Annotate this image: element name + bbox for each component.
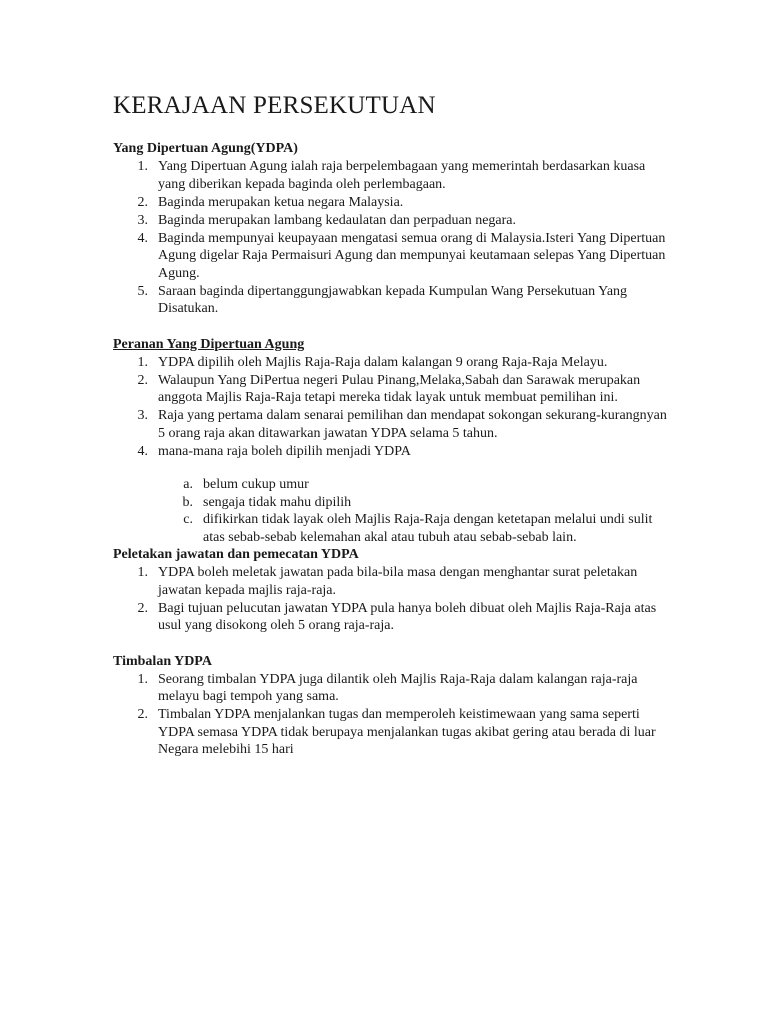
list-item (113, 354, 673, 372)
list-item (113, 158, 673, 193)
numbered-list (113, 354, 673, 461)
item-number: 1. (137, 671, 148, 687)
section-heading: Yang Dipertuan Agung(YDPA) (113, 141, 298, 156)
item-text: Baginda merupakan ketua negara Malaysia. (158, 194, 404, 210)
item-number: 4. (137, 443, 148, 459)
item-text: belum cukup umur (203, 477, 309, 492)
item-number: 4. (137, 230, 148, 246)
item-number: 2. (137, 372, 148, 388)
section-timbalan (113, 653, 673, 759)
list-item (113, 476, 673, 494)
item-number: 5. (137, 283, 148, 299)
item-number: 2. (137, 600, 148, 616)
item-text: Raja yang pertama dalam senarai pemilihan dan mendapat sokongan sekurang-kurangnyan 5 orang raja akan ditawarkan jawatan YDPA selama 5 tahun. (158, 408, 667, 441)
item-text: difikirkan tidak layak oleh Majlis Raja-Raja dengan ketetapan melalui undi sulit atas sebab-sebab kelemahan akal atau tubuh atau sebab-sebab lain. (203, 512, 653, 545)
item-text: Timbalan YDPA menjalankan tugas dan memperoleh keistimewaan yang sama seperti YDPA semasa YDPA tidak berupaya menjalankan tugas akibat gering atau berada di luar Negara melebihi 15 hari (158, 707, 656, 757)
section-peletakan (113, 546, 673, 635)
list-item (113, 443, 673, 461)
item-number: 1. (137, 159, 148, 174)
item-text: sengaja tidak mahu dipilih (203, 494, 352, 510)
item-number: 3. (137, 408, 148, 423)
list-item (113, 511, 673, 546)
numbered-list (113, 158, 673, 318)
list-item (113, 407, 673, 442)
section-heading: Timbalan YDPA (113, 653, 212, 669)
item-text: Baginda merupakan lambang kedaulatan dan perpaduan negara. (158, 212, 517, 228)
list-item (113, 600, 673, 635)
item-number: 2. (137, 707, 148, 722)
item-text: YDPA boleh meletak jawatan pada bila-bila masa dengan menghantar surat peletakan jawatan kepada majlis raja-raja. (158, 565, 638, 598)
item-number: 1. (137, 565, 148, 580)
numbered-list (113, 564, 673, 635)
item-text: Yang Dipertuan Agung ialah raja berpelembagaan yang memerintah berdasarkan kuasa yang diberikan kepada baginda oleh perlembagaan. (158, 159, 646, 192)
spacer (113, 318, 673, 336)
lettered-list (113, 476, 673, 546)
item-text: Baginda mempunyai keupayaan mengatasi semua orang di Malaysia.Isteri Yang Dipertuan Agung digelar Raja Permaisuri Agung dan mempunyai keutamaan selepas Yang Dipertuan Agung. (158, 230, 666, 281)
item-text: mana-mana raja boleh dipilih menjadi YDPA (158, 443, 411, 459)
item-text: Bagi tujuan pelucutan jawatan YDPA pula hanya boleh dibuat oleh Majlis Raja-Raja atas usul yang disokong oleh 5 orang raja-raja. (158, 600, 657, 633)
item-text: Walaupun Yang DiPertua negeri Pulau Pinang,Melaka,Sabah dan Sarawak merupakan anggota Majlis Raja-Raja tetapi mereka tidak layak untuk membuat pemilihan ini. (158, 372, 641, 405)
spacer (113, 635, 673, 653)
numbered-list (113, 671, 673, 759)
list-item (113, 372, 673, 407)
section-ydpa (113, 140, 673, 318)
item-text: YDPA dipilih oleh Majlis Raja-Raja dalam kalangan 9 orang Raja-Raja Melayu. (158, 354, 608, 370)
list-item (113, 194, 673, 212)
item-letter: c. (183, 512, 193, 527)
document-body (113, 140, 673, 759)
list-item (113, 494, 673, 512)
list-item (113, 212, 673, 230)
section-heading: Peranan Yang Dipertuan Agung (113, 336, 305, 352)
list-item (113, 283, 673, 318)
item-number: 3. (137, 212, 148, 228)
document-title: KERAJAAN PERSEKUTUAN (113, 92, 436, 119)
list-item (113, 671, 673, 706)
item-number: 1. (137, 354, 148, 370)
list-item (113, 230, 673, 283)
spacer (113, 460, 673, 476)
list-item (113, 564, 673, 599)
item-letter: b. (182, 494, 193, 510)
section-peranan (113, 336, 673, 547)
item-number: 2. (137, 194, 148, 210)
section-heading: Peletakan jawatan dan pemecatan YDPA (113, 547, 359, 562)
item-text: Saraan baginda dipertanggungjawabkan kepada Kumpulan Wang Persekutuan Yang Disatukan. (158, 283, 628, 316)
item-letter: a. (183, 477, 193, 492)
item-text: Seorang timbalan YDPA juga dilantik oleh Majlis Raja-Raja dalam kalangan raja-raja melayu bagi tempoh yang sama. (158, 671, 638, 704)
list-item (113, 706, 673, 759)
